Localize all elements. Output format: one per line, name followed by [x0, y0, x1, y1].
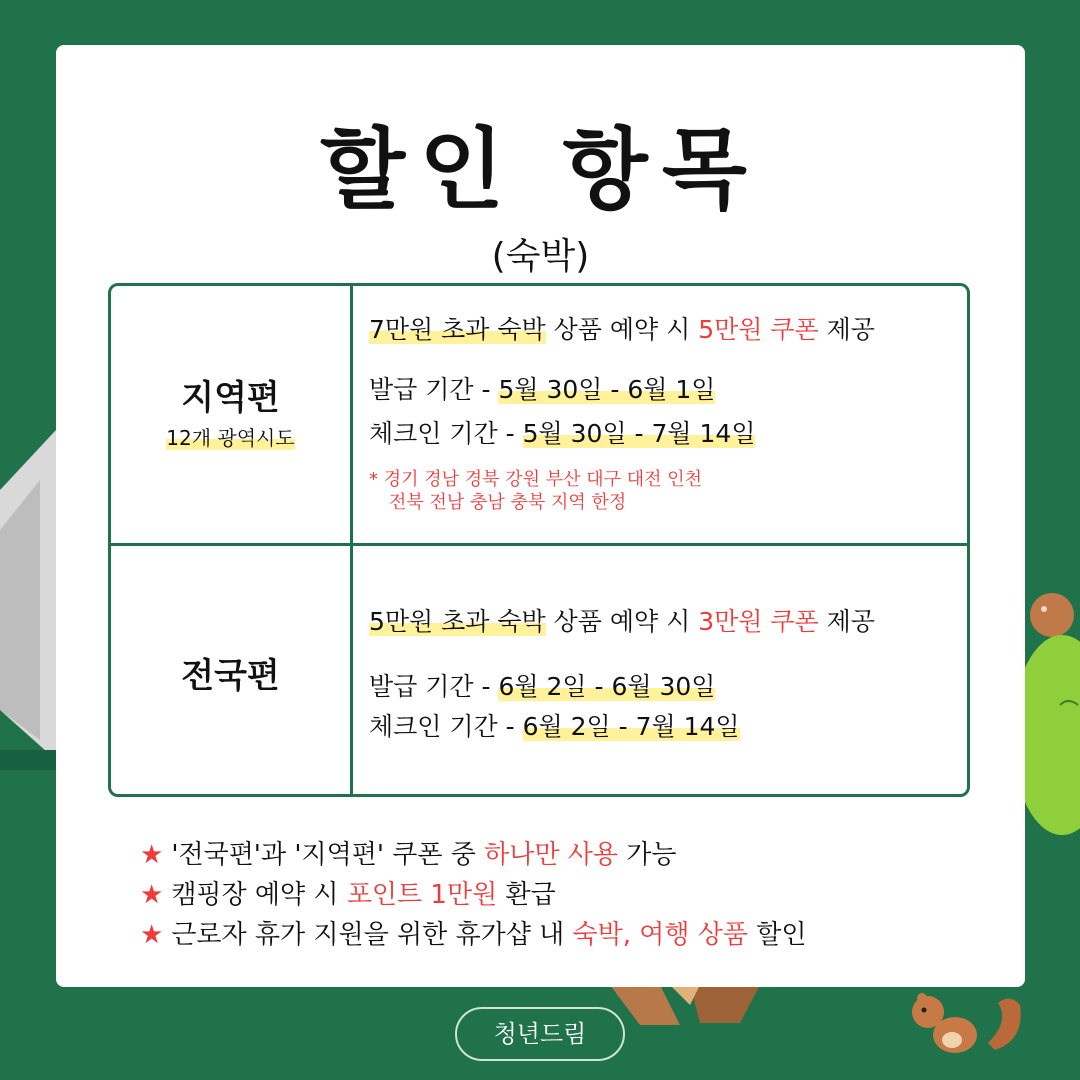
bush-illustration	[1022, 585, 1080, 845]
regional-name: 지역편	[181, 378, 280, 418]
campfire-illustration	[600, 985, 780, 1030]
discount-table	[108, 283, 970, 797]
national-checkin-period: 체크인 기간 - 6월 2일 - 7월 14일	[369, 712, 740, 741]
list-item: ★ '전국편'과 '지역편' 쿠폰 중 하나만 사용 가능	[140, 840, 677, 870]
tent-illustration	[0, 420, 60, 780]
discount-card	[56, 45, 1025, 987]
national-heading: 전국편	[181, 656, 280, 696]
regional-issue-period: 발급 기간 - 5월 30일 - 6월 1일	[369, 375, 716, 404]
list-item: ★ 근로자 휴가 지원을 위한 휴가샵 내 숙박, 여행 상품 할인	[140, 920, 807, 950]
national-offer: 5만원 초과 숙박 상품 예약 시 3만원 쿠폰 제공	[369, 607, 875, 636]
regional-heading	[111, 376, 350, 451]
regional-note-line2: 전북 전남 충남 충북 지역 한정	[389, 492, 627, 513]
national-issue-period: 발급 기간 - 6월 2일 - 6월 30일	[369, 672, 716, 701]
regional-note-line1: * 경기 경남 경북 강원 부산 대구 대전 인천	[369, 469, 702, 490]
squirrel-icon	[900, 990, 1035, 1060]
table-divider-horizontal	[111, 543, 967, 546]
notes-list	[140, 835, 807, 955]
star-icon: ★	[140, 920, 164, 950]
regional-scope: 12개 광역시도	[166, 426, 295, 450]
star-icon: ★	[140, 840, 164, 870]
page-title: 할인 항목	[320, 118, 761, 221]
regional-offer: 7만원 초과 숙박 상품 예약 시 5만원 쿠폰 제공	[369, 315, 875, 344]
page-subtitle: (숙박)	[491, 236, 590, 277]
regional-checkin-period: 체크인 기간 - 5월 30일 - 7월 14일	[369, 419, 756, 448]
brand-badge: 청년드림	[455, 1007, 625, 1061]
table-divider-vertical	[350, 286, 353, 794]
star-icon: ★	[140, 880, 164, 910]
list-item: ★ 캠핑장 예약 시 포인트 1만원 환급	[140, 880, 556, 910]
